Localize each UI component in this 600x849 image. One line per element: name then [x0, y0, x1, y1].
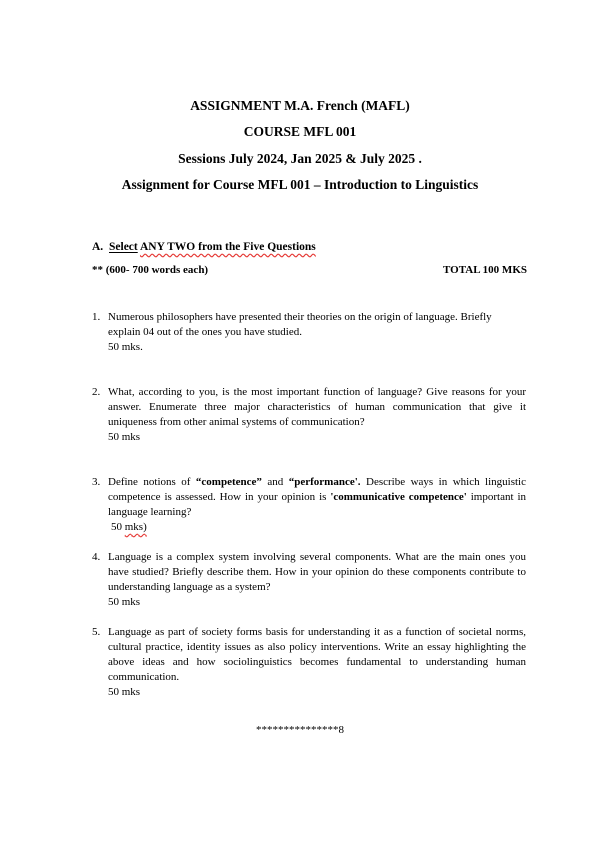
question-text: Language as part of society forms basis for understanding it as a function of societal norms, cultural practice, identity issues as also policy interventions. Write an essay highlighting the above ideas and how sociolinguistics becomes fundamental to understanding human communication.: [108, 626, 526, 683]
section-marker: A.: [92, 241, 104, 253]
question-4: [92, 550, 526, 610]
term-performance: “performance'.: [288, 476, 361, 488]
question-marks: 50 mks.: [108, 341, 143, 353]
text-fragment: and: [261, 476, 289, 488]
question-marks: 50 mks: [108, 431, 141, 443]
marks-unit: mks): [124, 521, 147, 533]
question-2: [92, 385, 526, 445]
sessions-title: Sessions July 2024, Jan 2025 & July 2025 .: [178, 151, 422, 166]
text-fragment: Describe ways in which linguistic competence is assessed. How in your opinion is: [108, 476, 526, 503]
question-1: [92, 310, 526, 355]
question-3: [92, 475, 526, 535]
assignment-title: ASSIGNMENT M.A. French (MAFL): [190, 98, 410, 113]
question-text: Numerous philosophers have presented their theories on the origin of language. Briefly explain 04 out of the ones you have studied.: [108, 311, 492, 338]
question-text: [108, 475, 526, 520]
question-marks: [111, 520, 526, 535]
question-number: 2.: [92, 386, 101, 398]
text-fragment: Define notions of: [108, 476, 196, 488]
word-count-note: ** (600- 700 words each): [92, 264, 209, 276]
question-text: Language is a complex system involving several components. What are the main ones you have studied? Briefly describe them. How in your opinion do these components contribute to understanding language as a system?: [108, 551, 526, 593]
question-number: 3.: [92, 476, 101, 488]
assignment-course-title: Assignment for Course MFL 001 – Introduction to Linguistics: [121, 177, 479, 192]
question-5: [92, 625, 526, 700]
footer-stars: ***************8: [256, 724, 344, 736]
section-select-word: Select: [109, 241, 138, 253]
question-marks: 50 mks: [108, 686, 141, 698]
text-fragment: important in language learning?: [108, 491, 527, 518]
section-select-rest: ANY TWO from the Five Questions: [139, 241, 316, 253]
term-communicative-competence: 'communicative competence': [330, 491, 467, 503]
total-marks: TOTAL 100 MKS: [443, 264, 527, 276]
term-competence: “competence”: [195, 476, 262, 488]
question-number: 1.: [92, 311, 101, 323]
question-text: What, according to you, is the most important function of language? Give reasons for your answer. Enumerate three major characteristics of human communication that give it uniqueness from other animal systems of communication?: [108, 386, 526, 428]
question-marks: 50 mks: [108, 596, 141, 608]
question-number: 4.: [92, 551, 101, 563]
section-heading: [92, 241, 316, 253]
course-title: COURSE MFL 001: [243, 124, 357, 139]
question-number: 5.: [92, 626, 101, 638]
marks-value: 50: [111, 521, 122, 533]
